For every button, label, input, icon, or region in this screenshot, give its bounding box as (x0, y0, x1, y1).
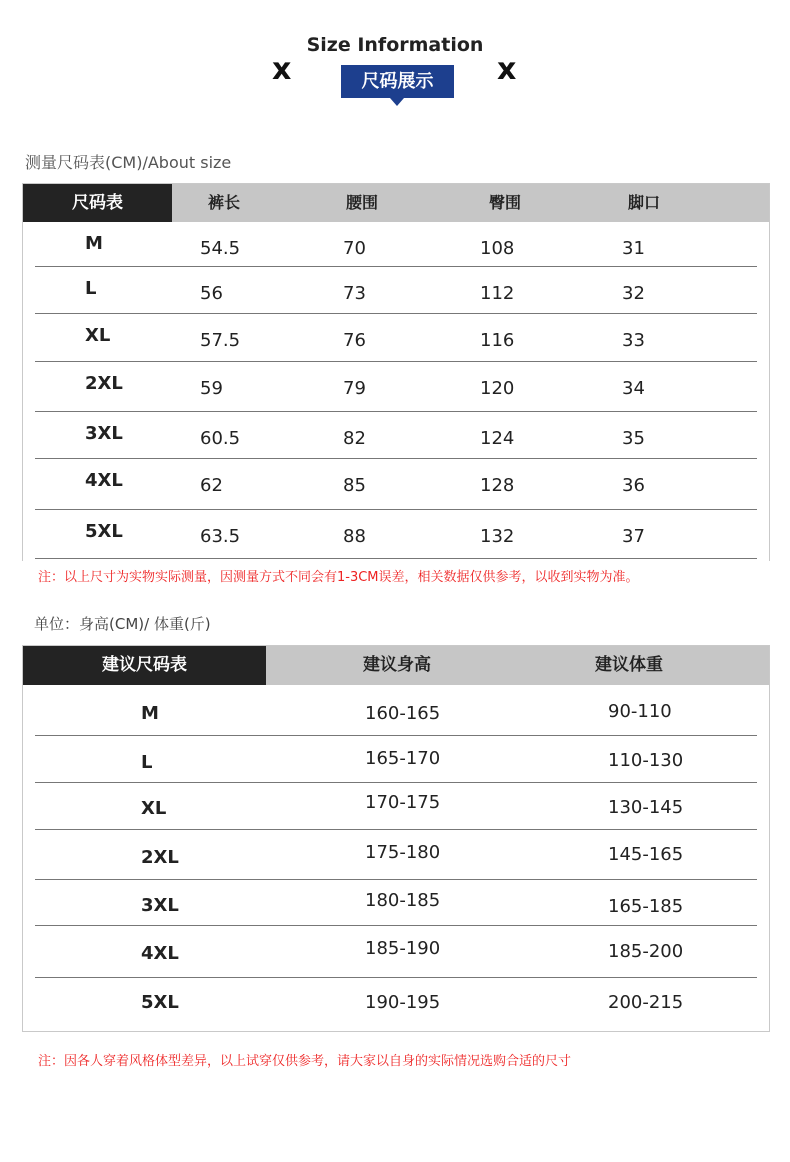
title-badge: 尺码展示 (341, 65, 454, 98)
table-row (35, 783, 757, 830)
cell-hem: 36 (622, 475, 645, 496)
cell-weight: 185-200 (608, 941, 684, 962)
cell-length: 54.5 (200, 238, 241, 259)
cell-weight: 165-185 (608, 896, 684, 917)
table-row (35, 222, 757, 267)
cell-length: 57.5 (200, 330, 241, 351)
header-hem: 脚口 (628, 193, 661, 212)
cell-weight: 200-215 (608, 992, 684, 1013)
cell-waist: 85 (343, 475, 366, 496)
cell-hem: 33 (622, 330, 645, 351)
table-row (35, 685, 757, 736)
table-row (35, 314, 757, 362)
cell-waist: 76 (343, 330, 366, 351)
cell-size: M (85, 233, 103, 254)
cell-waist: 82 (343, 428, 366, 449)
cell-waist: 73 (343, 283, 366, 304)
cell-height: 160-165 (365, 703, 441, 724)
measurement-table (22, 183, 770, 561)
cell-size: 4XL (141, 943, 179, 964)
cell-height: 165-170 (365, 748, 441, 769)
cell-hip: 112 (480, 283, 515, 304)
x-mark-right: x (497, 52, 517, 87)
header-length: 裤长 (208, 193, 241, 212)
cell-weight: 110-130 (608, 750, 684, 771)
table-row (35, 830, 757, 880)
cell-hip: 116 (480, 330, 515, 351)
table-row (35, 978, 757, 1028)
cell-hip: 128 (480, 475, 515, 496)
header-recommend-size: 建议尺码表 (23, 646, 266, 685)
cell-hip: 120 (480, 378, 515, 399)
table-row (35, 362, 757, 412)
cell-hip: 108 (480, 238, 515, 259)
cell-size: 4XL (85, 470, 123, 491)
page-title: Size Information (306, 34, 484, 56)
table-row (35, 412, 757, 459)
cell-height: 175-180 (365, 842, 441, 863)
cell-hip: 132 (480, 526, 515, 547)
cell-size: M (141, 703, 159, 724)
table-row (35, 267, 757, 314)
measurement-note: 注：以上尺寸为实物实际测量，因测量方式不同会有1-3CM误差，相关数据仅供参考，以收到实物为准。 (38, 570, 639, 585)
cell-size: XL (85, 325, 111, 346)
table-row (35, 736, 757, 783)
cell-size: 3XL (141, 895, 179, 916)
cell-length: 56 (200, 283, 223, 304)
cell-height: 170-175 (365, 792, 441, 813)
cell-weight: 130-145 (608, 797, 684, 818)
recommend-table (22, 645, 770, 1032)
cell-hem: 31 (622, 238, 645, 259)
cell-waist: 79 (343, 378, 366, 399)
header-weight: 建议体重 (595, 655, 663, 675)
cell-length: 59 (200, 378, 223, 399)
cell-size: 5XL (141, 992, 179, 1013)
table-row (35, 510, 757, 559)
header-size: 尺码表 (23, 184, 172, 222)
cell-length: 62 (200, 475, 223, 496)
cell-height: 185-190 (365, 938, 441, 959)
measurement-table-header (23, 184, 769, 222)
cell-hem: 37 (622, 526, 645, 547)
measurement-table-label: 测量尺码表(CM)/About size (25, 153, 232, 172)
table-row (35, 926, 757, 978)
cell-size: 3XL (85, 423, 123, 444)
cell-hip: 124 (480, 428, 515, 449)
recommend-table-header (23, 646, 769, 685)
recommend-table-body (35, 685, 757, 1028)
recommend-note: 注：因各人穿着风格体型差异，以上试穿仅供参考，请大家以自身的实际情况选购合适的尺寸 (38, 1054, 572, 1069)
size-info-header (0, 0, 790, 120)
cell-weight: 90-110 (608, 701, 672, 722)
cell-weight: 145-165 (608, 844, 684, 865)
cell-size: L (85, 278, 97, 299)
cell-hem: 35 (622, 428, 645, 449)
header-hip: 臀围 (489, 193, 522, 212)
cell-size: 2XL (85, 373, 123, 394)
cell-length: 60.5 (200, 428, 241, 449)
cell-size: L (141, 752, 153, 773)
cell-waist: 70 (343, 238, 366, 259)
x-mark-left: x (272, 52, 292, 87)
badge-pointer-icon (390, 98, 404, 106)
cell-height: 180-185 (365, 890, 441, 911)
recommend-table-label: 单位：身高(CM)/ 体重(斤) (34, 615, 211, 633)
cell-height: 190-195 (365, 992, 441, 1013)
header-waist: 腰围 (346, 193, 379, 212)
cell-length: 63.5 (200, 526, 241, 547)
table-row (35, 880, 757, 926)
cell-size: 2XL (141, 847, 179, 868)
cell-size: XL (141, 798, 167, 819)
cell-waist: 88 (343, 526, 366, 547)
cell-hem: 32 (622, 283, 645, 304)
cell-size: 5XL (85, 521, 123, 542)
measurement-table-body (35, 222, 757, 559)
header-height: 建议身高 (363, 655, 431, 675)
table-row (35, 459, 757, 510)
cell-hem: 34 (622, 378, 645, 399)
